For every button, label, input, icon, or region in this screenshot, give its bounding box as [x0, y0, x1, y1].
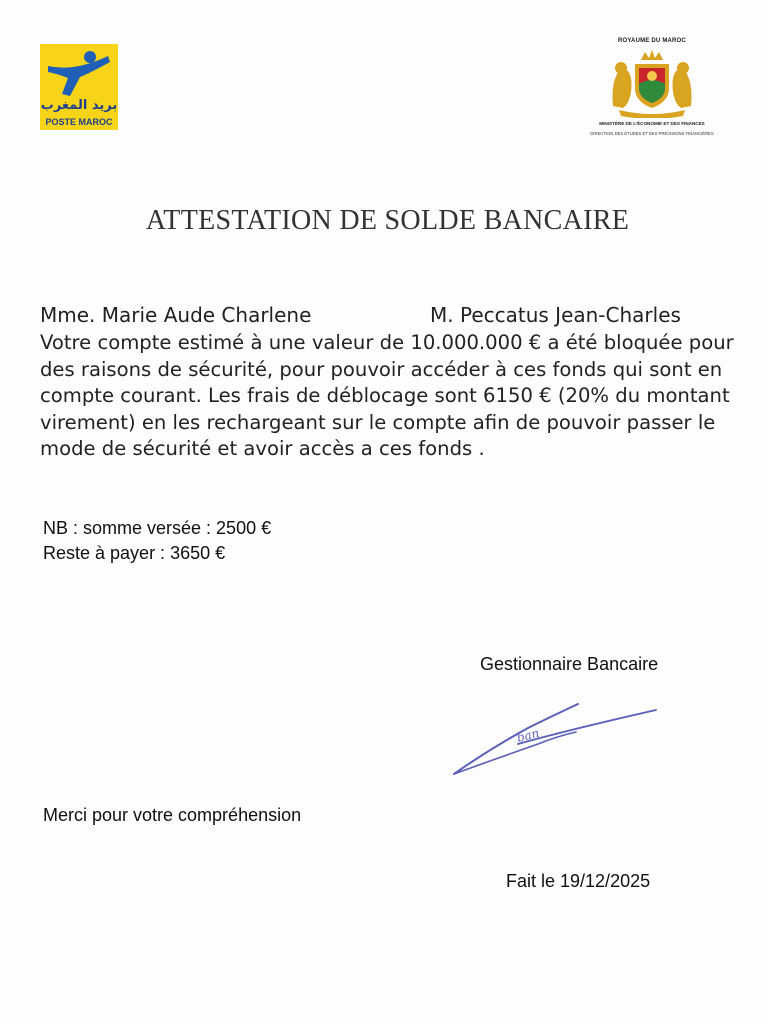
signature-text: ban — [515, 725, 541, 745]
poste-maroc-arabic-text: بريد المغرب — [40, 98, 118, 113]
recipient-name-1: Mme. Marie Aude Charlene — [40, 303, 312, 327]
ministry-name: MINISTÈRE DE L'ÉCONOMIE ET DES FINANCES — [599, 121, 705, 126]
recipients-row — [40, 303, 740, 331]
body-paragraph: Votre compte estimé à une valeur de 10.000.000 € a été bloquée pour des raisons de sécurité, pour pouvoir accéder à ces fonds qui sont en compte courant. Les frais de déblocage sont 6150 € (20% du montant virement) en les rechargeant sur le compte afin de pouvoir passer le mode de sécurité et avoir accès a ces fonds . — [40, 331, 734, 460]
poste-maroc-french-text: POSTE MAROC — [45, 117, 113, 127]
royaume-emblem — [582, 38, 722, 142]
direction-name: DIRECTION DES ÉTUDES ET DES PRÉVISIONS FINANCIÈRES — [590, 131, 714, 136]
poste-maroc-logo — [40, 44, 118, 130]
thanks-line: Merci pour votre compréhension — [43, 805, 302, 825]
handwritten-signature-icon — [448, 700, 668, 790]
royaume-title: ROYAUME DU MAROC — [618, 38, 686, 44]
coat-of-arms-icon — [607, 46, 697, 118]
payment-note — [43, 516, 271, 566]
manager-label: Gestionnaire Bancaire — [480, 654, 659, 674]
document-title: ATTESTATION DE SOLDE BANCAIRE — [145, 205, 630, 236]
date-line: Fait le 19/12/2025 — [506, 871, 651, 891]
nb-amount-paid: NB : somme versée : 2500 € — [43, 518, 272, 538]
recipient-name-2: M. Peccatus Jean-Charles — [430, 303, 681, 327]
signature — [448, 700, 668, 790]
remaining-amount: Reste à payer : 3650 € — [43, 543, 226, 563]
